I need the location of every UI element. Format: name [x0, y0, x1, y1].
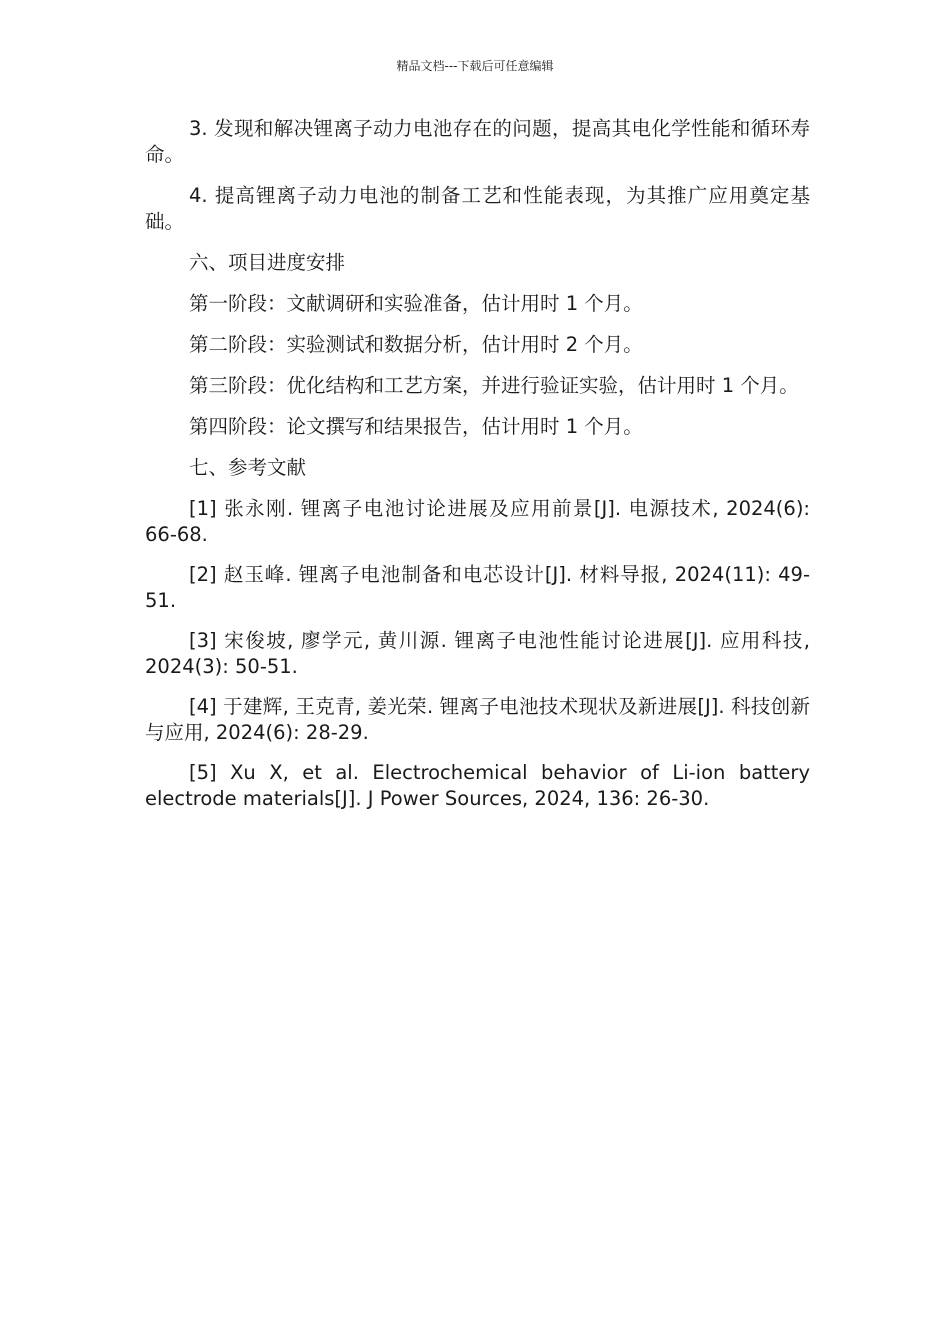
schedule-phase: 第一阶段：文献调研和实验准备，估计用时 1 个月。: [189, 292, 643, 315]
section-heading-schedule: 六、项目进度安排: [189, 251, 346, 274]
reference-item: [2] 赵玉峰. 锂离子电池制备和电芯设计[J]. 材料导报, 2024(11): 49-51.: [145, 563, 810, 612]
reference-item: [3] 宋俊坡, 廖学元, 黄川源. 锂离子电池性能讨论进展[J]. 应用科技, 2024(3): 50-51.: [145, 629, 810, 678]
reference-item: [5] Xu X, et al. Electrochemical behavior of Li-ion battery electrode materials[J]. J Power Sources, 2024, 136: 26-30.: [145, 761, 810, 810]
section-heading-references: 七、参考文献: [189, 456, 307, 479]
reference-item: [4] 于建辉, 王克青, 姜光荣. 锂离子电池技术现状及新进展[J]. 科技创新与应用, 2024(6): 28-29.: [145, 695, 810, 744]
reference-item: [1] 张永刚. 锂离子电池讨论进展及应用前景[J]. 电源技术, 2024(6): 66-68.: [145, 497, 810, 546]
page-header: 精品文档---下载后可任意编辑: [396, 59, 554, 73]
schedule-phase: 第二阶段：实验测试和数据分析，估计用时 2 个月。: [189, 333, 643, 356]
document-body: [145, 116, 810, 826]
goal-item: 3. 发现和解决锂离子动力电池存在的问题，提高其电化学性能和循环寿命。: [145, 117, 810, 166]
schedule-phase: 第四阶段：论文撰写和结果报告，估计用时 1 个月。: [189, 415, 643, 438]
schedule-phase: 第三阶段：优化结构和工艺方案，并进行验证实验，估计用时 1 个月。: [189, 374, 799, 397]
goal-item: 4. 提高锂离子动力电池的制备工艺和性能表现，为其推广应用奠定基础。: [145, 184, 810, 233]
